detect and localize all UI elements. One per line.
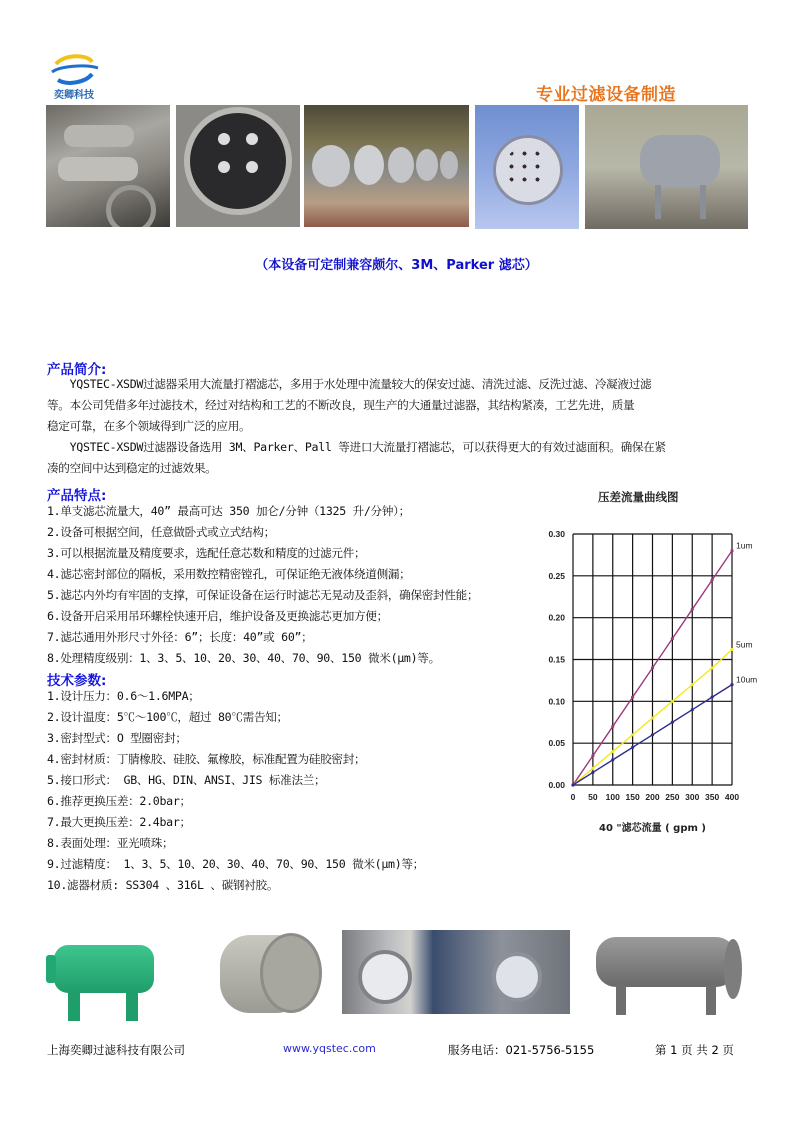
data-point (571, 783, 574, 786)
x-tick-label: 200 (645, 792, 660, 802)
intro-line: YQSTEC-XSDW过滤器采用大流量打褶滤芯，多用于水处理中流量较大的保安过滤、清洗过滤、反洗过滤、冷凝液过滤 (47, 377, 652, 391)
x-tick-label: 250 (665, 792, 680, 802)
feature-item: 6.设备开启采用吊环螺栓快速开启，维护设备及更换滤芯更加方便； (47, 609, 388, 623)
data-point (691, 608, 694, 611)
footer-company: 上海奕卿过滤科技有限公司 (47, 1043, 185, 1057)
open-cartridge-housing-photo (475, 105, 579, 229)
data-point (691, 708, 694, 711)
footer-phone (448, 1042, 594, 1058)
data-point (591, 754, 594, 757)
data-point (631, 746, 634, 749)
y-tick-label: 0.30 (548, 529, 565, 539)
data-point (671, 637, 674, 640)
intro-line: 等。本公司凭借多年过滤技术，经过对结构和工艺的不断改良，现生产的大通量过滤器，其结构紧凑，工艺先进，质量 (47, 398, 635, 412)
chart-title: 压差流量曲线图 (598, 490, 679, 504)
pressure-flow-chart (530, 520, 770, 840)
feature-item: 4.滤芯密封部位的隔板，采用数控精密镗孔，可保证绝无液体绕道侧漏； (47, 567, 411, 581)
intro-line: 凑的空间中达到稳定的过滤效果。 (47, 461, 217, 475)
footer-phone-number: 021-5756-5155 (505, 1043, 595, 1057)
y-tick-label: 0.20 (548, 612, 565, 623)
series-label: 10um (736, 674, 758, 685)
outdoor-filter-vessel-photo (585, 105, 748, 229)
data-point (691, 683, 694, 686)
feature-item: 1.单支滤芯流量大，40” 最高可达 350 加仑/分钟（1325 升/分钟）； (47, 504, 410, 518)
data-point (730, 549, 733, 552)
spec-item: 3.密封型式：O 型圈密封； (47, 731, 187, 745)
data-point (651, 666, 654, 669)
data-point (631, 733, 634, 736)
x-tick-label: 350 (705, 792, 720, 802)
x-tick-label: 50 (588, 792, 598, 802)
compatibility-caption: （本设备可定制兼容颇尔、3M、Parker 滤芯） (255, 258, 538, 273)
spec-item: 9.过滤精度： 1、3、5、10、20、30、40、70、90、150 微米(μm)等； (47, 857, 424, 871)
feature-item: 8.处理精度级别：1、3、5、10、20、30、40、70、90、150 微米(μm)等。 (47, 651, 440, 665)
features-heading: 产品特点: (47, 488, 107, 504)
y-tick-label: 0.10 (548, 696, 565, 707)
spec-item: 10.滤器材质: SS304 、316L 、碳钢衬胶。 (47, 878, 279, 892)
data-point (671, 700, 674, 703)
slogan: 专业过滤设备制造 (536, 85, 676, 105)
spec-item: 8.表面处理：亚光喷珠； (47, 836, 174, 850)
y-tick-label: 0.05 (548, 738, 565, 749)
feature-item: 2.设备可根据空间，任意做卧式或立式结构； (47, 525, 275, 539)
intro-line: YQSTEC-XSDW过滤器设备选用 3M、Parker、Pall 等进口大流量打褶滤芯，可以获得更大的有效过滤面积。确保在紧 (47, 440, 666, 454)
intro-line: 稳定可靠，在多个领域得到广泛的应用。 (47, 419, 251, 433)
features-list (47, 501, 478, 669)
globe-swoosh-icon (46, 50, 102, 90)
series-label: 1um (736, 540, 753, 551)
data-point (611, 750, 614, 753)
data-point (611, 725, 614, 728)
horizontal-filters-photo (46, 105, 170, 227)
x-tick-label: 0 (570, 792, 576, 802)
open-housing-photo (176, 105, 300, 227)
x-tick-label: 300 (685, 792, 700, 802)
footer-page-info: 第 1 页 共 2 页 (655, 1043, 734, 1057)
specs-list (47, 686, 424, 896)
spec-item: 6.推荐更换压差：2.0bar； (47, 794, 191, 808)
series-label: 5um (736, 639, 753, 650)
data-point (631, 696, 634, 699)
footer-phone-label: 服务电话： (448, 1043, 506, 1057)
feature-item: 3.可以根据流量及精度要求，选配任意芯数和精度的过滤元件； (47, 546, 366, 560)
data-point (730, 648, 733, 651)
intro-heading: 产品简介: (47, 362, 107, 378)
open-filter-cartridges-photo (342, 930, 570, 1014)
feature-item: 7.滤芯通用外形尺寸外径：6”；长度：40”或 60”； (47, 630, 313, 644)
specs-heading: 技术参数: (47, 673, 107, 689)
x-tick-label: 400 (724, 792, 740, 802)
data-point (651, 716, 654, 719)
data-point (711, 578, 714, 581)
spec-item: 7.最大更换压差：2.4bar； (47, 815, 191, 829)
data-point (711, 666, 714, 669)
grey-horizontal-vessel-photo (586, 925, 754, 1025)
spec-item: 2.设计温度：5℃～100℃，超过 80℃需告知； (47, 710, 288, 724)
data-point (711, 696, 714, 699)
data-point (730, 683, 733, 686)
footer-website-link[interactable]: www.yqstec.com (283, 1042, 376, 1055)
x-tick-label: 100 (605, 792, 620, 802)
spec-item: 4.密封材质：丁腈橡胶、硅胶、氟橡胶，标准配置为硅胶密封； (47, 752, 366, 766)
spec-item: 1.设计压力：0.6～1.6MPA； (47, 689, 200, 703)
grey-filter-vessel-photo (210, 925, 326, 1030)
x-axis-label: 40 "滤芯流量 ( gpm ) (599, 823, 706, 834)
feature-item: 5.滤芯内外均有牢固的支撑，可保证设备在运行时滤芯无晃动及歪斜，确保密封性能； (47, 588, 479, 602)
data-point (591, 771, 594, 774)
y-tick-label: 0.15 (548, 654, 565, 665)
x-tick-label: 150 (625, 792, 640, 802)
data-point (611, 758, 614, 761)
y-tick-label: 0.00 (548, 780, 565, 790)
spec-item: 5.接口形式： GB、HG、DIN、ANSI、JIS 标准法兰； (47, 773, 326, 787)
green-filter-vessel-photo (46, 925, 166, 1025)
data-point (671, 721, 674, 724)
intro-paragraph (47, 374, 666, 479)
data-point (651, 733, 654, 736)
y-tick-label: 0.25 (548, 570, 565, 581)
data-point (591, 767, 594, 770)
logo-text: 奕卿科技 (54, 90, 94, 101)
filter-row-warehouse-photo (304, 105, 469, 227)
